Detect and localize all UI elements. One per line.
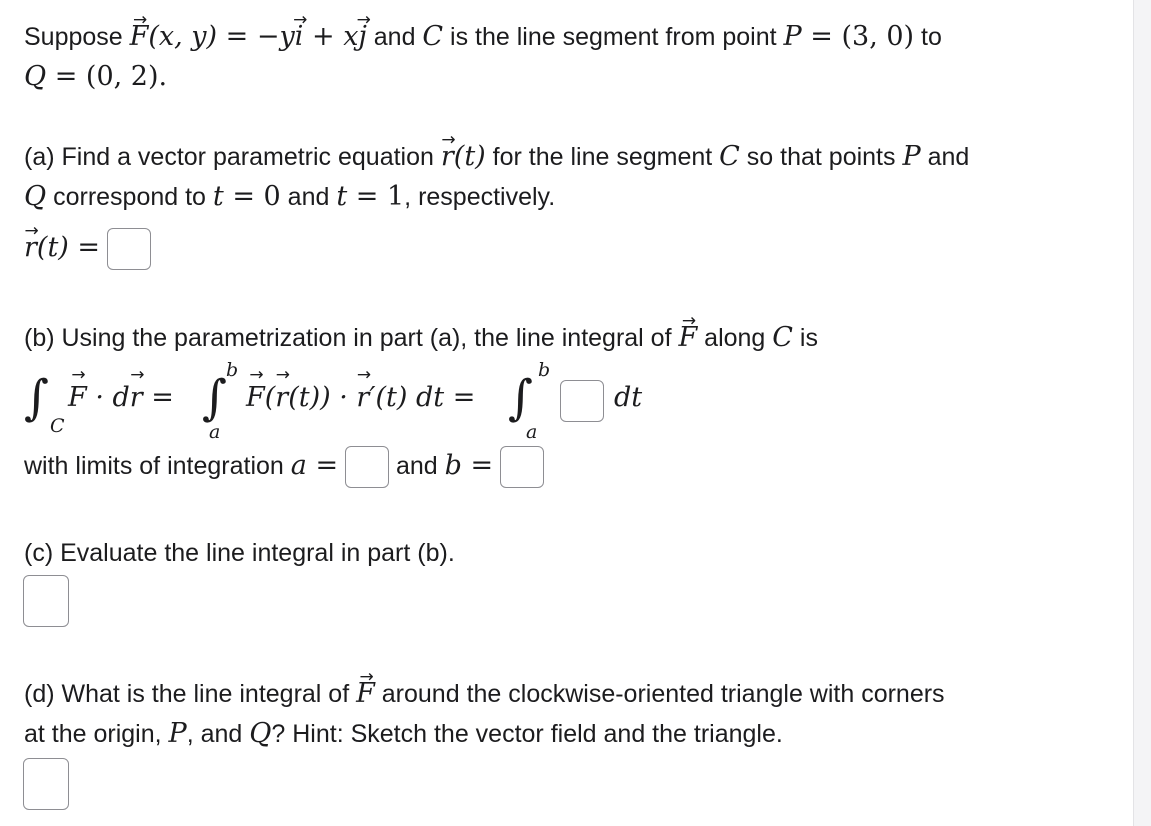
problem-intro-line-2 [24, 57, 167, 97]
math-F-dot-dr: → F · d→ r = [68, 382, 174, 413]
answer-box-limit-b[interactable] [500, 446, 544, 488]
line-integral-expression [24, 360, 724, 450]
intro-text: Suppose [24, 23, 130, 51]
part-b-text: with limits of integration [24, 452, 291, 480]
part-b-line-1 [24, 318, 818, 358]
lower-limit-a-2: a [526, 421, 538, 443]
part-d-line-1 [24, 674, 945, 714]
math-r-of-t-equals: → r(t) = [24, 232, 100, 263]
math-F-of-r-dot-rprime: → F(→ r(t)) · → r′(t) dt = [246, 382, 475, 413]
part-d-text: , and [186, 720, 250, 748]
part-a-text: for the line segment [485, 143, 720, 171]
answer-box-integrand[interactable] [560, 380, 604, 422]
upper-limit-b-2: b [538, 359, 551, 381]
integral-sign-C: ∫ [24, 370, 50, 426]
math-point-Q: Q = (0, 2). [24, 61, 168, 92]
part-a-text: correspond to [46, 183, 213, 211]
part-c-line [24, 533, 455, 573]
part-a-answer-line [24, 228, 151, 270]
scrollbar-track[interactable] [1133, 0, 1151, 826]
math-F-definition: → F(x, y) = −y→ i + x→ j [130, 21, 367, 52]
math-a-equals: a = [290, 450, 339, 481]
part-a-text: (a) Find a vector parametric equation [24, 143, 441, 171]
part-a-text: and [920, 143, 970, 171]
answer-box-part-c[interactable] [23, 575, 69, 627]
integral-sign-a-b: ∫ [202, 370, 228, 426]
part-d-text: at the origin, [24, 720, 169, 748]
problem-intro-line-1 [24, 17, 942, 57]
answer-box-r-of-t[interactable] [107, 228, 151, 270]
math-point-P: P = (3, 0) [783, 21, 915, 52]
part-b-text: is [792, 324, 818, 352]
math-Q: Q [24, 181, 47, 212]
part-d-text: around the clockwise-oriented triangle with corners [374, 680, 945, 708]
part-d-text: ? Hint: Sketch the vector field and the triangle. [271, 720, 783, 748]
part-a-text: and [280, 183, 337, 211]
part-b-text: (b) Using the parametrization in part (a), the line integral of [24, 324, 679, 352]
part-d-text: (d) What is the line integral of [24, 680, 357, 708]
math-C: C [772, 322, 793, 353]
lower-limit-a: a [209, 421, 221, 443]
part-b-limits-line [24, 446, 544, 488]
intro-text: and [366, 23, 423, 51]
part-c-text: (c) Evaluate the line integral in part (b). [24, 539, 455, 567]
part-b-text: along [697, 324, 773, 352]
intro-text: to [914, 23, 942, 51]
math-r-of-t: → r(t) [441, 141, 486, 172]
part-d-line-2 [24, 714, 783, 754]
limit-C: C [50, 415, 65, 437]
math-F: → F [678, 322, 697, 353]
part-a-text: , respectively. [404, 183, 556, 211]
math-t-equals-1: t = 1 [336, 181, 405, 212]
math-t-equals-0: t = 0 [212, 181, 281, 212]
math-F: → F [356, 678, 375, 709]
upper-limit-b: b [226, 359, 239, 381]
math-Q: Q [249, 718, 272, 749]
math-P: P [168, 718, 187, 749]
math-b-equals: b = [444, 450, 494, 481]
intro-text: is the line segment from point [443, 23, 784, 51]
math-C: C [422, 21, 444, 52]
part-b-text: and [389, 452, 445, 480]
answer-box-part-d[interactable] [23, 758, 69, 810]
math-C: C [719, 141, 740, 172]
part-a-line-1 [24, 137, 969, 177]
part-a-text: so that points [739, 143, 903, 171]
integral-sign-a-b-2: ∫ [508, 370, 534, 426]
part-a-line-2 [24, 177, 555, 217]
math-P: P [902, 141, 921, 172]
answer-box-limit-a[interactable] [345, 446, 389, 488]
math-dt: dt [614, 382, 643, 413]
